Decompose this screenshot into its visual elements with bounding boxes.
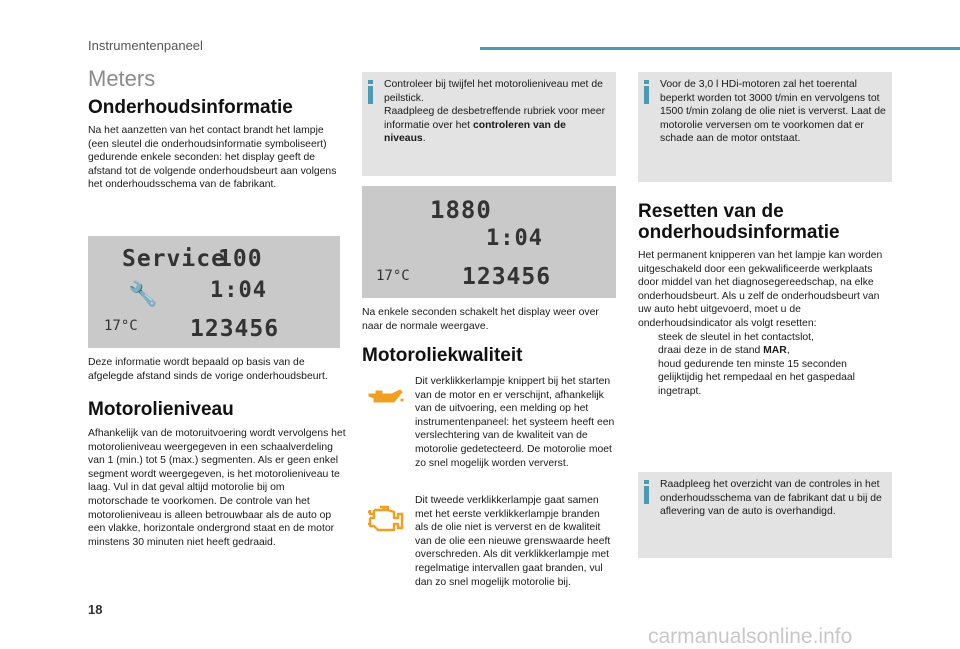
note-schedule [638,472,892,558]
display-service-distance: 100 [218,246,263,272]
display2-distance: 1880 [430,196,492,224]
engine-warning-icon [366,504,406,532]
reset-step: houd gedurende ten minste 15 seconden gelijktijdig het rempedaal en het gaspedaal ingetrapt. [658,358,855,397]
note-oil-check-text1: Controleer bij twijfel het motorolieniveau met de peilstick. [384,79,603,104]
note-schedule-text: Raadpleeg het overzicht van de controles in het onderhoudsschema van de fabrikant dat u bij de aflevering van de auto is overhandigd. [660,479,882,518]
display-temperature: 17°C [104,318,138,334]
reset-step: draai deze in de stand MAR, [658,345,790,357]
reset-section [638,249,894,399]
note-hdi [638,72,892,182]
info-icon [644,480,651,504]
section-title: Instrumentenpaneel [88,38,203,53]
display-caption: Na enkele seconden schakelt het display weer over naar de normale weergave. [362,307,599,332]
watermark: carmanualsonline.info [648,625,853,648]
info-icon [368,80,375,104]
note-hdi-text: Voor de 3,0 l HDi-motoren zal het toerental beperkt worden tot 3000 t/min en vervolgens tot 1500 t/min zolang de olie niet is ververst. Laat de motorolie verversen om te voorkomen dat er schade aan de motor ontstaat. [660,79,886,145]
wrench-icon: 🔧 [128,280,158,308]
display-odometer: 123456 [190,316,280,342]
oil-level-heading: Motorolieniveau [88,399,234,420]
service-display-image [88,236,340,348]
display-time: 1:04 [210,278,267,303]
oil-quality-lamp1-text: Dit verklikkerlampje knippert bij het starten van de motor en er verschijnt, afhankelijk van de uitvoering, een melding op het instrumentenpaneel: het systeem heeft een verslechtering van de kwaliteit van de motorolie gedetecteerd. De motorolie moet zo snel mogelijk worden ververst. [415,376,615,469]
display-service-label: Service [122,246,226,272]
oil-quality-heading: Motoroliekwaliteit [362,345,523,366]
oil-level-text: Afhankelijk van de motoruitvoering wordt vervolgens het motorolieniveau weergegeven in een schaalverdeling van 1 (min.) tot 5 (max.) segmenten. Als er geen enkel segment wordt weergegeven, is het motorolieniveau te laag. Vul in dat geval altijd motorolie bij om motorschade te voorkomen. De controle van het motorolieniveau is alleen betrouwbaar als de auto op een vlakke, horizontale ondergrond staat en de motor minstens 30 minuten niet heeft gedraaid. [88,428,346,548]
normal-display-image [362,186,616,298]
display2-time: 1:04 [486,226,543,251]
note-oil-check-text2: Raadpleeg de desbetreffende rubriek voor meer informatie over het controleren van de niveaus. [384,106,606,145]
oil-can-icon [366,386,406,408]
display2-odometer: 123456 [462,264,552,290]
reset-step: steek de sleutel in het contactslot, [658,331,814,343]
key-position: MAR [763,345,787,357]
maintenance-caption: Deze informatie wordt bepaald op basis van de afgelegde afstand sinds de vorige onderhoudsbeurt. [88,357,328,382]
page-title: Meters [88,66,156,91]
reset-steps [638,331,894,399]
maintenance-heading: Onderhoudsinformatie [88,97,293,118]
reset-text: Het permanent knipperen van het lampje kan worden uitgeschakeld door een gekwalificeerde werkplaats door middel van het diagnosegereedschap, na elke onderhoudsbeurt. Als u zelf de onderhoudsbeurt van uw auto hebt uitgevoerd, moet u de onderhoudsindicator als volgt resetten: [638,250,883,329]
note-oil-check-link: controleren van de niveaus [384,119,566,145]
maintenance-intro: Na het aanzetten van het contact brandt het lampje (een sleutel die onderhoudsinformatie symboliseert) gedurende enkele seconden: het display geeft de afstand tot de volgende onderhoudsbeurt aan volgens het onderhoudsschema van de fabrikant. [88,125,337,191]
page-number: 18 [88,602,103,617]
info-icon [644,80,651,104]
oil-quality-lamp2-text: Dit tweede verklikkerlampje gaat samen met het eerste verklikkerlampje branden als de olie niet is ververst en de kwaliteit van de olie een nieuwe grenswaarde heeft overschreden. Als dit verklikkerlampje met regelmatige intervallen gaat branden, vul dan zo snel mogelijk motorolie bij. [415,495,611,588]
note-oil-check [362,72,616,176]
display2-temperature: 17°C [376,268,410,284]
reset-heading: Resetten van de onderhoudsinformatie [638,201,840,243]
header-accent-bar [480,47,960,50]
